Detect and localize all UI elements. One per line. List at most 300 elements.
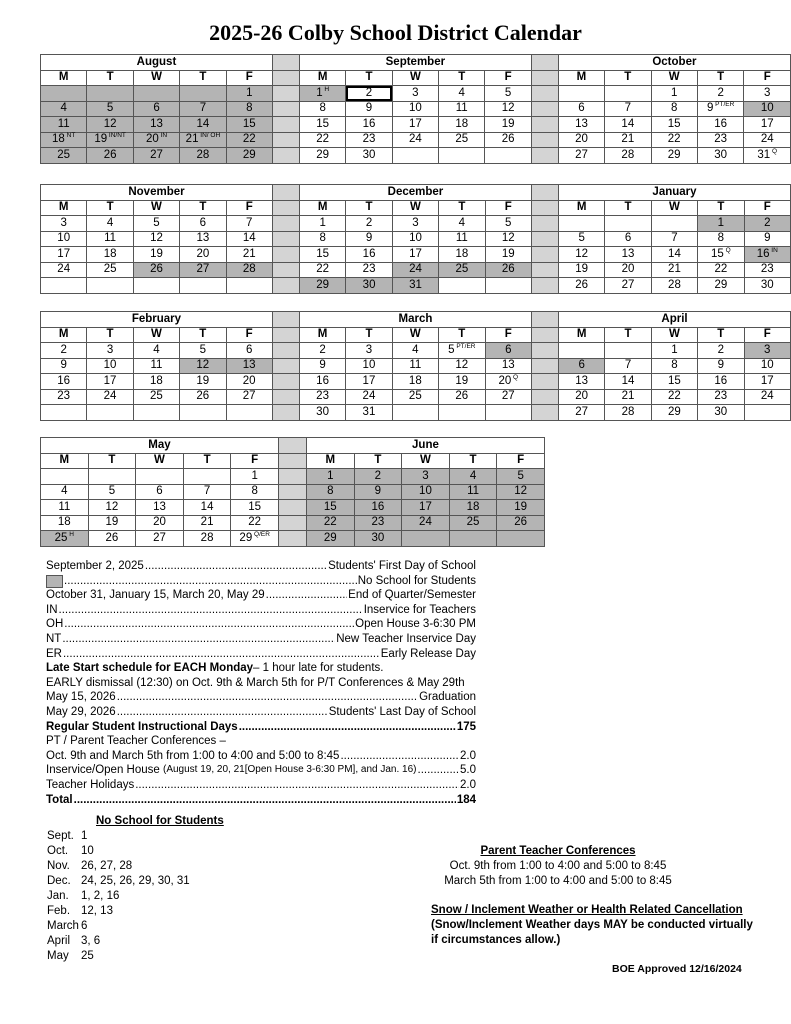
day-cell bbox=[226, 278, 272, 294]
weekday-header: T bbox=[183, 453, 231, 469]
day-cell: 13 bbox=[226, 358, 272, 374]
weekday-header: F bbox=[744, 70, 791, 86]
month-separator bbox=[272, 132, 299, 148]
month-name: January bbox=[558, 185, 790, 201]
day-cell: 8 bbox=[226, 101, 272, 117]
month-separator bbox=[278, 484, 306, 500]
month-separator bbox=[531, 358, 558, 374]
day-cell: 5 bbox=[180, 343, 226, 359]
month-separator bbox=[272, 200, 299, 216]
month-separator bbox=[272, 262, 299, 278]
month-separator bbox=[531, 247, 558, 263]
day-cell bbox=[558, 216, 604, 232]
day-cell: 15 $^Q$ bbox=[698, 247, 744, 263]
day-cell: 8 bbox=[698, 231, 744, 247]
day-cell bbox=[133, 86, 179, 102]
day-cell: 6 bbox=[133, 101, 179, 117]
weekday-header: T bbox=[88, 453, 136, 469]
day-cell: 16 bbox=[697, 117, 744, 133]
day-annotation: PT/ER bbox=[454, 342, 476, 350]
weekday-header: M bbox=[299, 327, 345, 343]
late-start-note: Late Start schedule for EACH Monday – 1 hour late for students. bbox=[46, 662, 384, 675]
day-cell: 24 bbox=[744, 389, 791, 405]
month-separator bbox=[531, 101, 558, 117]
day-cell: 27 bbox=[558, 148, 604, 164]
day-cell: 25 bbox=[392, 389, 438, 405]
legend bbox=[46, 559, 476, 807]
pt-days: Oct. 9th and March 5th from 1:00 to 4:00 and 5:00 to 8:45 ..... 2.0 bbox=[46, 749, 476, 764]
day-cell: 2 bbox=[744, 216, 790, 232]
day-cell: 12 bbox=[485, 101, 531, 117]
inservice-days: Inservice/Open House (August 19, 20, 21[Open House 3-6:30 PM], and Jan. 16) ..... 5.0 bbox=[46, 763, 476, 778]
no-school-dates: 24, 25, 26, 29, 30, 31 bbox=[81, 875, 190, 887]
no-school-month: Dec. bbox=[47, 875, 71, 887]
weekday-header: T bbox=[697, 70, 744, 86]
day-cell: 19 $^{IN/NT}$ bbox=[87, 132, 134, 148]
day-cell: 22 bbox=[306, 515, 354, 531]
month-name: October bbox=[558, 55, 790, 71]
day-cell: 20 bbox=[605, 262, 651, 278]
weekday-header: M bbox=[559, 327, 605, 343]
day-cell bbox=[392, 148, 438, 164]
day-cell: 15 bbox=[226, 117, 272, 133]
day-cell bbox=[497, 531, 545, 547]
day-cell: 18 bbox=[439, 247, 485, 263]
day-cell: 3 bbox=[392, 86, 438, 102]
day-cell bbox=[651, 216, 697, 232]
day-cell: 9 bbox=[346, 101, 392, 117]
day-cell bbox=[87, 278, 133, 294]
day-cell bbox=[41, 469, 89, 485]
day-cell: 29 bbox=[299, 278, 345, 294]
day-cell: 20 bbox=[226, 374, 272, 390]
weekday-header: W bbox=[651, 200, 697, 216]
day-cell: 26 bbox=[485, 262, 531, 278]
day-cell: 1 bbox=[698, 216, 744, 232]
no-school-list bbox=[47, 829, 190, 964]
day-cell: 2 bbox=[41, 343, 87, 359]
day-cell: 17 bbox=[346, 374, 392, 390]
weekday-header: T bbox=[449, 453, 497, 469]
day-cell: 27 bbox=[605, 278, 651, 294]
day-cell bbox=[133, 405, 179, 421]
day-cell: 17 bbox=[744, 117, 791, 133]
day-cell: 29 bbox=[226, 148, 272, 164]
day-cell: 13 bbox=[136, 500, 184, 516]
day-cell: 12 bbox=[497, 484, 545, 500]
day-cell: 26 bbox=[133, 262, 179, 278]
weekday-header: F bbox=[744, 200, 790, 216]
weekday-header: W bbox=[402, 453, 450, 469]
day-cell: 17 bbox=[87, 374, 133, 390]
day-cell: 13 bbox=[133, 117, 179, 133]
month-separator bbox=[272, 55, 299, 71]
day-cell: 19 bbox=[88, 515, 136, 531]
day-cell: 4 bbox=[392, 343, 438, 359]
day-cell: 4 bbox=[41, 484, 89, 500]
day-cell: 22 bbox=[226, 132, 272, 148]
month-separator bbox=[531, 86, 558, 102]
day-cell: 17 bbox=[41, 247, 87, 263]
month-separator bbox=[278, 531, 306, 547]
month-separator bbox=[272, 389, 299, 405]
day-cell: 6 bbox=[485, 343, 531, 359]
month-separator bbox=[278, 453, 306, 469]
day-cell: 1 bbox=[231, 469, 279, 485]
day-cell: 26 bbox=[485, 132, 531, 148]
day-annotation: Q bbox=[511, 373, 519, 381]
day-cell bbox=[744, 405, 791, 421]
day-cell: 23 bbox=[698, 389, 744, 405]
no-school-month: Feb. bbox=[47, 905, 71, 917]
month-separator bbox=[272, 148, 299, 164]
day-cell: 3 bbox=[87, 343, 133, 359]
day-cell: 15 bbox=[651, 374, 697, 390]
no-school-month: March bbox=[47, 920, 79, 932]
day-cell: 30 bbox=[698, 405, 744, 421]
day-cell: 27 bbox=[136, 531, 184, 547]
no-school-swatch bbox=[46, 575, 63, 588]
month-separator bbox=[278, 438, 306, 454]
day-cell: 19 bbox=[439, 374, 486, 390]
weekday-header: T bbox=[180, 200, 226, 216]
day-cell: 4 bbox=[449, 469, 497, 485]
weekday-header: T bbox=[605, 200, 651, 216]
day-cell: 10 bbox=[402, 484, 450, 500]
month-separator bbox=[272, 405, 299, 421]
day-cell: 18 bbox=[449, 500, 497, 516]
day-cell: 24 bbox=[392, 262, 438, 278]
day-cell: 6 bbox=[226, 343, 272, 359]
weekday-header: F bbox=[485, 70, 531, 86]
day-cell: 1 $^H$ bbox=[299, 86, 345, 102]
day-cell: 11 bbox=[41, 117, 87, 133]
day-cell: 1 bbox=[651, 86, 697, 102]
day-cell: 28 bbox=[226, 262, 272, 278]
day-cell: 25 bbox=[449, 515, 497, 531]
day-cell: 16 bbox=[698, 374, 744, 390]
month-separator bbox=[531, 389, 558, 405]
legend-er: ER ..... Early Release Day bbox=[46, 647, 476, 662]
day-annotation: IN bbox=[769, 246, 778, 254]
calendar-row-4 bbox=[40, 437, 545, 547]
day-cell: 22 bbox=[299, 262, 345, 278]
day-cell bbox=[485, 405, 531, 421]
weekday-header: W bbox=[392, 200, 438, 216]
day-cell: 19 bbox=[485, 117, 531, 133]
day-cell bbox=[439, 405, 486, 421]
month-separator bbox=[272, 358, 299, 374]
day-cell: 20 bbox=[136, 515, 184, 531]
day-annotation: NT bbox=[64, 132, 76, 140]
day-cell: 19 bbox=[133, 247, 179, 263]
day-cell: 20 $^{IN}$ bbox=[133, 132, 179, 148]
month-separator bbox=[531, 278, 558, 294]
day-cell: 11 bbox=[392, 358, 438, 374]
day-cell: 22 bbox=[698, 262, 744, 278]
day-cell bbox=[439, 148, 485, 164]
month-separator bbox=[531, 148, 558, 164]
day-annotation: IN/ OH bbox=[198, 132, 221, 140]
month-separator bbox=[531, 231, 558, 247]
day-cell: 22 bbox=[231, 515, 279, 531]
weekday-header: M bbox=[299, 200, 345, 216]
day-cell: 18 bbox=[133, 374, 179, 390]
weekday-header: F bbox=[485, 327, 531, 343]
weekday-header: T bbox=[698, 327, 744, 343]
weekday-header: M bbox=[41, 200, 87, 216]
day-cell: 26 bbox=[497, 515, 545, 531]
day-cell: 7 bbox=[651, 231, 697, 247]
day-cell: 25 bbox=[439, 132, 485, 148]
day-cell: 1 bbox=[226, 86, 272, 102]
weekday-header: T bbox=[180, 327, 226, 343]
month-separator bbox=[278, 469, 306, 485]
day-cell: 29 bbox=[299, 148, 345, 164]
weekday-header: T bbox=[439, 200, 485, 216]
snow-cancellation bbox=[431, 903, 761, 948]
day-cell: 21 $^{IN/ OH}$ bbox=[180, 132, 226, 148]
day-cell: 4 bbox=[133, 343, 179, 359]
weekday-header: M bbox=[558, 200, 604, 216]
month-separator bbox=[272, 327, 299, 343]
day-cell: 2 bbox=[346, 216, 392, 232]
day-cell: 16 bbox=[41, 374, 87, 390]
day-cell: 10 bbox=[87, 358, 133, 374]
weekday-header: W bbox=[133, 200, 179, 216]
no-school-item bbox=[47, 844, 190, 859]
day-cell: 27 bbox=[559, 405, 605, 421]
no-school-dates: 6 bbox=[81, 920, 88, 932]
day-cell: 5 bbox=[87, 101, 134, 117]
day-cell bbox=[180, 86, 226, 102]
day-cell: 9 bbox=[299, 358, 345, 374]
day-cell: 12 bbox=[133, 231, 179, 247]
month-name: August bbox=[41, 55, 273, 71]
day-cell: 23 bbox=[299, 389, 345, 405]
month-separator bbox=[272, 231, 299, 247]
calendar-row-2 bbox=[40, 184, 791, 294]
month-name: April bbox=[559, 312, 791, 328]
calendar-row-3 bbox=[40, 311, 791, 421]
day-cell: 21 bbox=[183, 515, 231, 531]
month-separator bbox=[272, 278, 299, 294]
day-cell: 14 bbox=[226, 231, 272, 247]
day-cell: 8 bbox=[306, 484, 354, 500]
day-cell: 27 bbox=[133, 148, 179, 164]
day-cell: 13 bbox=[485, 358, 531, 374]
weekday-header: T bbox=[346, 70, 392, 86]
day-cell: 9 $^{PT/ER}$ bbox=[697, 101, 744, 117]
day-cell bbox=[558, 86, 604, 102]
day-cell bbox=[226, 405, 272, 421]
day-cell: 10 bbox=[744, 358, 791, 374]
weekday-header: F bbox=[226, 327, 272, 343]
weekday-header: M bbox=[41, 327, 87, 343]
day-cell: 1 bbox=[306, 469, 354, 485]
day-cell: 10 bbox=[346, 358, 392, 374]
day-cell bbox=[605, 216, 651, 232]
month-separator bbox=[531, 185, 558, 201]
day-cell: 5 bbox=[88, 484, 136, 500]
ptc-line-2: March 5th from 1:00 to 4:00 and 5:00 to 8:45 bbox=[444, 875, 672, 887]
day-cell: 28 bbox=[605, 405, 651, 421]
weekday-header: F bbox=[226, 70, 272, 86]
day-cell: 26 bbox=[558, 278, 604, 294]
day-cell: 12 bbox=[88, 500, 136, 516]
day-cell: 22 bbox=[651, 132, 697, 148]
legend-last-day: May 29, 2026 ..... Students' Last Day of School bbox=[46, 705, 476, 720]
day-annotation: IN/NT bbox=[107, 132, 126, 140]
day-cell: 6 bbox=[558, 101, 604, 117]
day-cell: 9 bbox=[346, 231, 392, 247]
day-cell: 2 bbox=[698, 343, 744, 359]
weekday-header: T bbox=[354, 453, 402, 469]
day-cell: 12 bbox=[87, 117, 134, 133]
day-cell bbox=[180, 278, 226, 294]
weekday-header: W bbox=[651, 70, 697, 86]
day-cell bbox=[87, 86, 134, 102]
day-cell: 20 bbox=[558, 132, 604, 148]
day-cell: 5 bbox=[497, 469, 545, 485]
day-cell: 13 bbox=[559, 374, 605, 390]
day-cell: 24 bbox=[744, 132, 791, 148]
day-cell: 30 bbox=[354, 531, 402, 547]
legend-first-day: September 2, 2025 ..... Students' First Day of School bbox=[46, 559, 476, 574]
day-cell: 28 bbox=[651, 278, 697, 294]
day-cell: 7 bbox=[183, 484, 231, 500]
day-cell: 2 bbox=[299, 343, 345, 359]
month-separator bbox=[272, 216, 299, 232]
day-cell: 15 bbox=[651, 117, 697, 133]
day-cell: 23 bbox=[41, 389, 87, 405]
month-separator bbox=[272, 117, 299, 133]
instructional-days: Regular Student Instructional Days ..... 175 bbox=[46, 720, 476, 735]
month-separator bbox=[272, 86, 299, 102]
day-cell: 18 bbox=[87, 247, 133, 263]
day-cell: 13 bbox=[605, 247, 651, 263]
day-cell: 6 bbox=[180, 216, 226, 232]
month-separator bbox=[278, 515, 306, 531]
day-cell: 30 bbox=[346, 148, 392, 164]
day-cell: 10 bbox=[392, 101, 438, 117]
day-cell: 25 bbox=[41, 148, 87, 164]
day-cell: 5 $^{PT/ER}$ bbox=[439, 343, 486, 359]
no-school-item bbox=[47, 859, 190, 874]
day-cell: 9 bbox=[744, 231, 790, 247]
day-cell: 30 bbox=[744, 278, 790, 294]
day-cell: 20 bbox=[559, 389, 605, 405]
no-school-month: May bbox=[47, 950, 69, 962]
day-cell: 23 bbox=[354, 515, 402, 531]
day-cell: 21 bbox=[651, 262, 697, 278]
day-cell: 4 bbox=[439, 216, 485, 232]
day-cell: 12 bbox=[485, 231, 531, 247]
day-cell: 25 bbox=[439, 262, 485, 278]
day-cell: 17 bbox=[744, 374, 791, 390]
month-separator bbox=[531, 343, 558, 359]
day-cell: 9 bbox=[698, 358, 744, 374]
day-cell: 11 bbox=[449, 484, 497, 500]
day-cell: 27 bbox=[180, 262, 226, 278]
day-cell bbox=[88, 469, 136, 485]
month-separator bbox=[272, 247, 299, 263]
no-school-item bbox=[47, 874, 190, 889]
day-cell: 5 bbox=[558, 231, 604, 247]
day-cell: 8 bbox=[231, 484, 279, 500]
day-cell: 28 bbox=[180, 148, 226, 164]
day-cell: 19 bbox=[180, 374, 226, 390]
day-cell: 20 bbox=[180, 247, 226, 263]
day-cell: 5 bbox=[485, 86, 531, 102]
day-cell: 11 bbox=[439, 231, 485, 247]
month-separator bbox=[531, 374, 558, 390]
month-separator bbox=[531, 405, 558, 421]
page-title: 2025-26 Colby School District Calendar bbox=[209, 20, 582, 45]
day-cell: 21 bbox=[605, 132, 651, 148]
day-cell: 18 $^{NT}$ bbox=[41, 132, 87, 148]
day-cell: 25 bbox=[133, 389, 179, 405]
day-cell: 16 bbox=[346, 117, 392, 133]
weekday-header: W bbox=[392, 327, 438, 343]
day-cell: 2 bbox=[346, 86, 392, 102]
day-cell bbox=[559, 343, 605, 359]
day-cell: 15 bbox=[299, 117, 345, 133]
day-cell: 24 bbox=[346, 389, 392, 405]
day-cell: 26 bbox=[88, 531, 136, 547]
day-annotation: PT/ER bbox=[713, 101, 735, 109]
day-cell: 10 bbox=[392, 231, 438, 247]
day-cell: 31 $^Q$ bbox=[744, 148, 791, 164]
weekday-header: W bbox=[392, 70, 438, 86]
weekday-header: M bbox=[41, 70, 87, 86]
day-cell: 1 bbox=[651, 343, 697, 359]
calendar-row-1 bbox=[40, 54, 791, 164]
weekday-header: M bbox=[41, 453, 89, 469]
day-cell: 28 bbox=[183, 531, 231, 547]
month-separator bbox=[531, 216, 558, 232]
month-separator bbox=[531, 55, 558, 71]
weekday-header: M bbox=[558, 70, 604, 86]
snow-body: (Snow/Inclement Weather days MAY be conducted virtually if circumstances allow.) bbox=[431, 919, 753, 946]
no-school-dates: 25 bbox=[81, 950, 94, 962]
weekday-header: T bbox=[180, 70, 226, 86]
weekday-header: T bbox=[87, 200, 133, 216]
month-name: December bbox=[299, 185, 531, 201]
weekday-header: F bbox=[497, 453, 545, 469]
day-cell: 26 bbox=[87, 148, 134, 164]
day-cell bbox=[133, 278, 179, 294]
day-cell: 19 bbox=[485, 247, 531, 263]
day-cell: 23 bbox=[346, 132, 392, 148]
no-school-item bbox=[47, 949, 190, 964]
no-school-dates: 1 bbox=[81, 830, 88, 842]
weekday-header: F bbox=[231, 453, 279, 469]
day-cell: 30 bbox=[346, 278, 392, 294]
day-cell: 26 bbox=[439, 389, 486, 405]
day-cell: 9 bbox=[41, 358, 87, 374]
no-school-item bbox=[47, 904, 190, 919]
day-cell: 8 bbox=[651, 358, 697, 374]
day-cell: 21 bbox=[226, 247, 272, 263]
day-cell: 15 bbox=[306, 500, 354, 516]
weekday-header: T bbox=[439, 327, 486, 343]
weekday-header: W bbox=[133, 327, 179, 343]
day-cell: 20 $^Q$ bbox=[485, 374, 531, 390]
no-school-item bbox=[47, 934, 190, 949]
day-cell: 24 bbox=[392, 132, 438, 148]
day-cell bbox=[402, 531, 450, 547]
